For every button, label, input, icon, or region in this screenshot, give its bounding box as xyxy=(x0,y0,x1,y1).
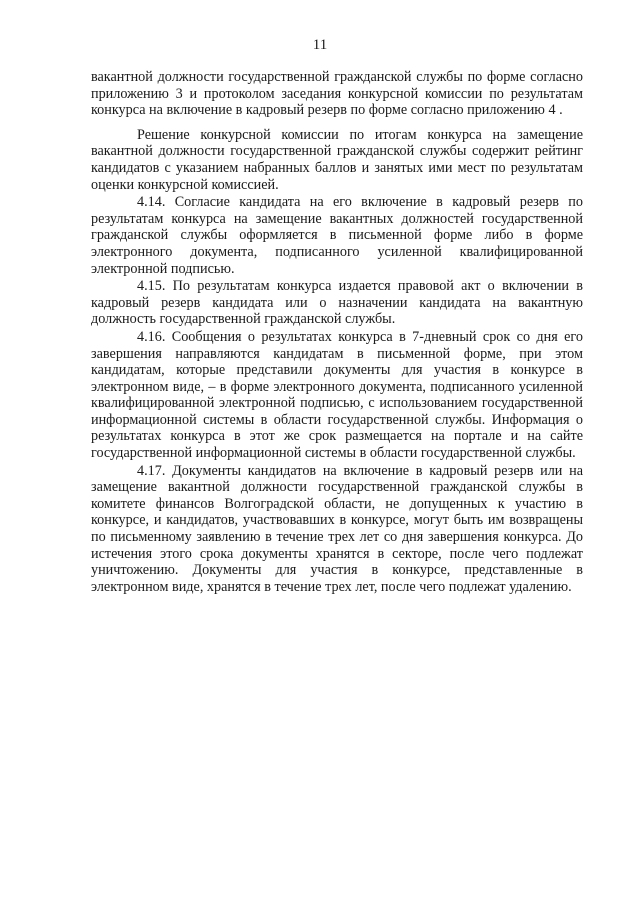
page-number: 11 xyxy=(312,37,328,53)
paragraph-4-14: 4.14. Согласие кандидата на его включение в кадровый резерв по результатам конкурса на замещение вакантных должностей государственной гражданской службы оформляется в письменной форме либо в форме электронного документа, подписанного усиленной квалифицированной электронной подписью. xyxy=(91,194,583,277)
paragraph-continuation: вакантной должности государственной гражданской службы по форме согласно приложению 3 и протоколом заседания конкурсной комиссии по результатам конкурса на включение в кадровый резерв по форме согласно приложению 4 . xyxy=(91,69,583,119)
paragraph-commission-decision: Решение конкурсной комиссии по итогам конкурса на замещение вакантной должности государственной гражданской службы содержит рейтинг кандидатов с указанием набранных баллов и занятых ими мест по результатам оценки конкурсной комиссией. xyxy=(91,126,583,193)
paragraph-4-16: 4.16. Сообщения о результатах конкурса в 7-дневный срок со дня его завершения направляются кандидатам в письменной форме, при этом кандидатам, которые представили документы для участия в конкурсе в электронном виде, – в форме электронного документа, подписанного усиленной квалифицированной электронной подписью, с использованием государственной информационной системы в области государственной службы. Информация о результатах конкурса в этот же срок размещается на портале и на сайте государственной информационной системы в области государственной службы. xyxy=(91,328,583,462)
paragraph-4-15: 4.15. По результатам конкурса издается правовой акт о включении в кадровый резерв кандидата или о назначении кандидата на вакантную должность государственной гражданской службы. xyxy=(91,278,583,328)
document-body xyxy=(91,69,583,595)
paragraph-4-17: 4.17. Документы кандидатов на включение в кадровый резерв или на замещение вакантной должности государственной гражданской службы в комитете финансов Волгоградской области, не допущенных к участию в конкурсе, и кандидатов, участвовавших в конкурсе, могут быть им возвращены по письменному заявлению в течение трех лет со дня завершения конкурса. До истечения этого срока документы хранятся в секторе, после чего подлежат уничтожению. Документы для участия в конкурсе, представленные в электронном виде, хранятся в течение трех лет, после чего подлежат удалению. xyxy=(91,462,583,595)
